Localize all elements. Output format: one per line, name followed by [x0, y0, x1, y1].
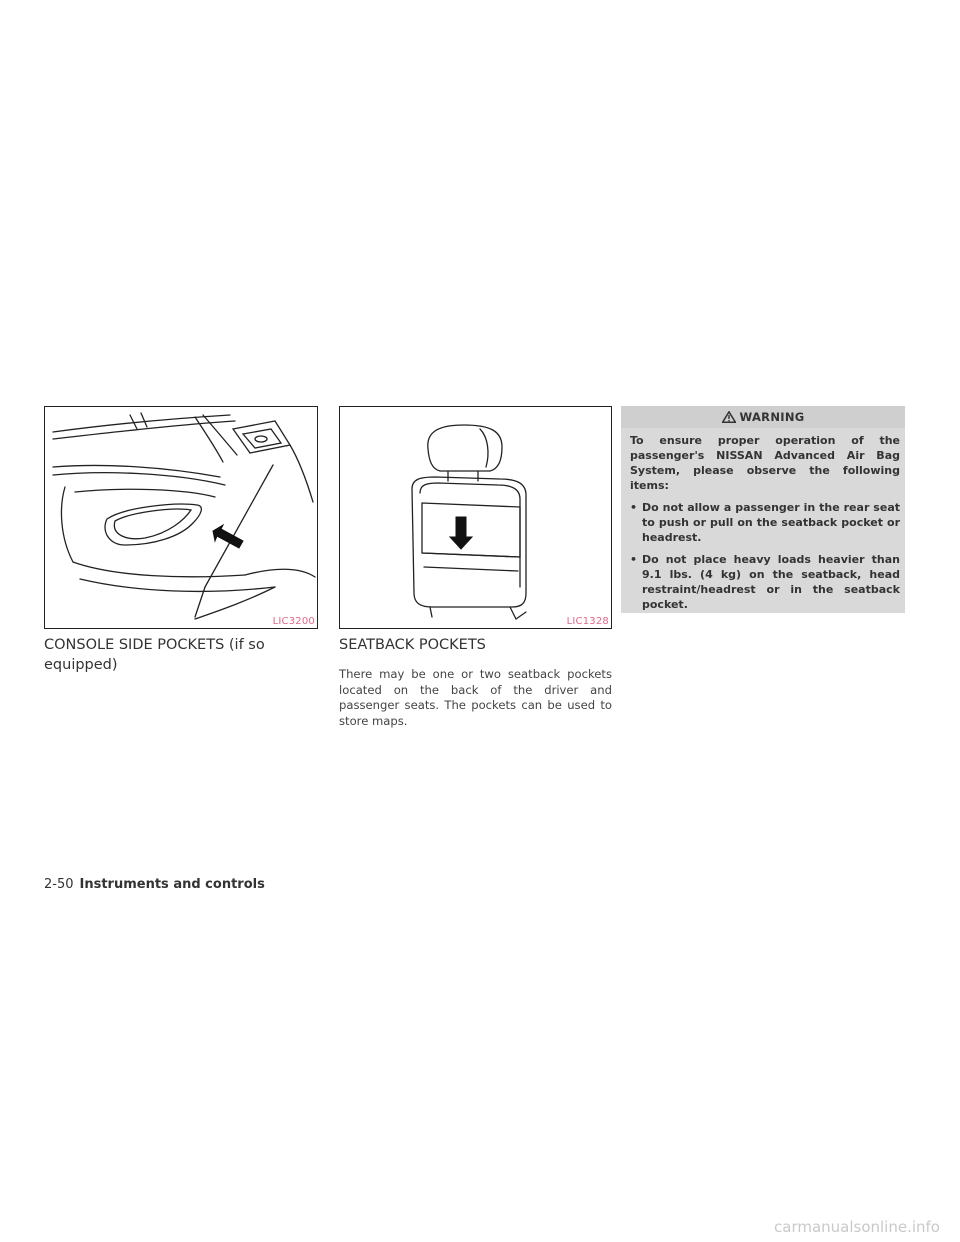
warning-header	[621, 406, 905, 428]
console-pocket-illustration	[44, 406, 318, 629]
warning-intro: To ensure proper operation of the passenger's NISSAN Advanced Air Bag System, please observe the following items:	[630, 434, 900, 492]
seatback-line-drawing	[340, 407, 611, 628]
arrow-down-icon	[450, 517, 472, 549]
page-number: 2-50	[44, 877, 74, 892]
console-line-drawing	[45, 407, 317, 628]
warning-body	[621, 428, 905, 612]
warning-item: • Do not place heavy loads heavier than 9.1 lbs. (4 kg) on the seatback, head restraint/headrest or in the seatback pocket.	[630, 552, 900, 612]
watermark: carmanualsonline.info	[774, 1218, 940, 1236]
seatback-pockets-description: There may be one or two seatback pockets located on the back of the driver and passenger seats. The pockets can be used to store maps.	[339, 667, 612, 728]
figure-code: LIC1328	[566, 616, 609, 627]
section-name: Instruments and controls	[79, 877, 265, 892]
warning-box	[621, 406, 905, 613]
warning-item: • Do not allow a passenger in the rear seat to push or pull on the seatback pocket or headrest.	[630, 500, 900, 545]
figure-code: LIC3200	[272, 616, 315, 627]
seatback-pockets-heading: SEATBACK POCKETS	[339, 637, 486, 653]
seatback-pocket-illustration	[339, 406, 612, 629]
warning-triangle-icon	[722, 411, 736, 423]
warning-list	[630, 500, 900, 612]
warning-title: WARNING	[739, 410, 805, 424]
page-footer	[44, 877, 265, 892]
console-pockets-heading: CONSOLE SIDE POCKETS (if so equipped)	[44, 637, 265, 673]
